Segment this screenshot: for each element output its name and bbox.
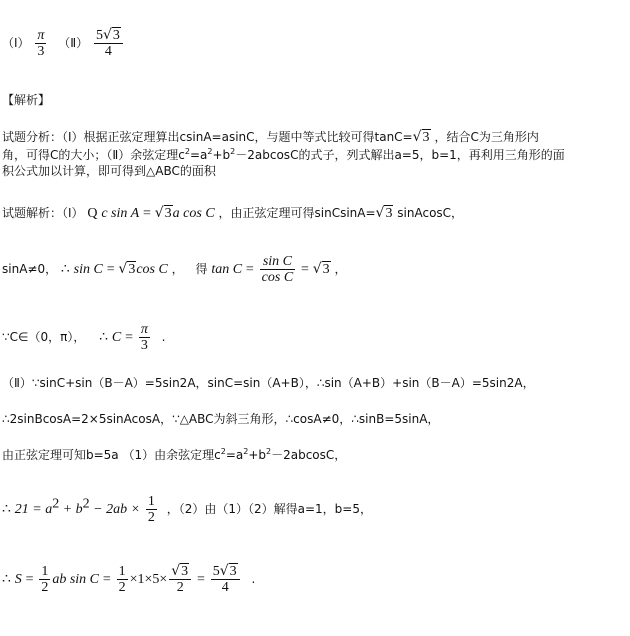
solution-line-2: sinA≠0， ∴ sin C = √3cos C ， 得 tan C = $\frac{\text{sin C}}{\text{cos C}}$ = √3 ，: [2, 254, 347, 285]
answer-part2-label: （Ⅱ）: [58, 36, 89, 50]
solution-line-1: 试题解析：（Ⅰ） Q c sin A = √3a cos C ，由正弦定理可得sinCsinA=√3 sinAcosC，: [2, 205, 464, 221]
solution-line-7: ∴ $21 = a^2 + b^2 - 2ab$ × $\frac{1}{2}$ ，（2）由（1）（2）解得a=1，b=5，: [2, 494, 372, 525]
answer-part1-label: （Ⅰ）: [2, 36, 30, 50]
analysis-line-2: 角，可得C的大小；（Ⅱ）余弦定理$c^2=a^2+b^2-2abcosC$的式子，列式解出a=5，b=1，再利用三角形的面: [2, 147, 565, 162]
answer-line: [2, 28, 125, 59]
solution-line-6: 由正弦定理可知b=5a （1）由余弦定理$c^2=a^2+b^2-2abcosC$，: [2, 447, 347, 462]
solution-line-5: ∴2sinBcosA=2×5sinAcosA，∵△ABC为斜三角形，∴cosA≠0，∴sinB=5sinA，: [2, 412, 440, 426]
answer-part1-fraction: $\frac{\pi}{3}$: [37, 28, 45, 59]
solution-line-3: ∵C∈（0，π）， ∴ C = $\frac{\pi}{3}$ .: [2, 322, 166, 353]
answer-part2-fraction: $\frac{5√3}{4}$: [94, 28, 123, 59]
solution-line-4: （Ⅱ）∵sinC+sin（B－A）=5sin2A，sinC=sin（A+B），∴sin（A+B）+sin（B－A）=5sin2A，: [2, 376, 535, 390]
jiexi-heading: 【解析】: [2, 93, 51, 107]
analysis-line-1: 试题分析：（Ⅰ）根据正弦定理算出csinA=asinC，与题中等式比较可得tanC=√3 ，结合C为三角形内: [2, 129, 539, 145]
solution-line-8: ∴ S = $\frac{1}{2}$ ab sin C = $\frac{1}{2}$ ×1×5× $\frac{√3}{2}$ = $\frac{5√3}{4}$ .: [2, 563, 256, 595]
analysis-line-3: 积公式加以计算，即可得到△ABC的面积: [2, 164, 216, 178]
